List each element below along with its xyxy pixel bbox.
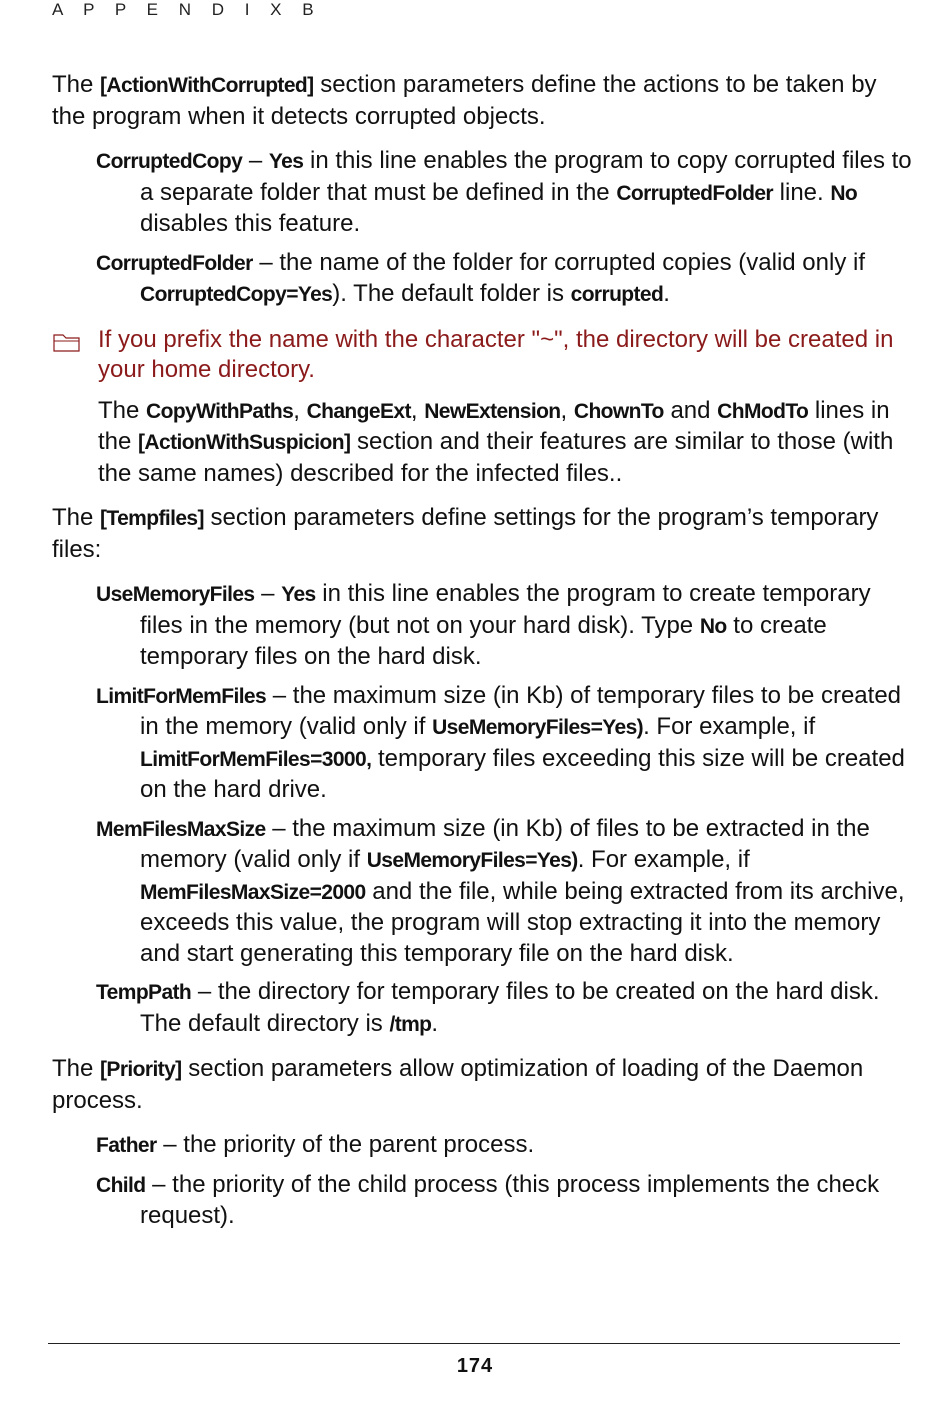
param-memfilesmaxsize — [96, 814, 912, 970]
keyword: CorruptedFolder — [96, 251, 253, 275]
note-text: If you prefix the name with the character "~", the directory will be created in your home directory. — [98, 325, 894, 383]
text: . — [431, 1009, 439, 1037]
keyword: [Tempfiles] — [100, 507, 204, 530]
keyword: UseMemoryFiles — [96, 583, 255, 606]
text: – — [242, 147, 269, 174]
text: – the name of the folder for corrupted copies (valid only if — [252, 248, 865, 276]
keyword: ChangeExt — [306, 399, 411, 423]
text: . For example, if — [577, 846, 750, 873]
text: and the file, while being extracted from its archive, exceeds this value, the program will stop extracting it into the memory and start generating this temporary file on the hard disk. — [140, 877, 905, 967]
text: The — [52, 71, 101, 98]
page-header: A P P E N D I X B — [52, 0, 322, 19]
text: section parameters define the actions to be taken by the program when it detects corrupted objects. — [52, 71, 877, 130]
keyword: No — [830, 181, 858, 205]
text: section and their features are similar to those (with the same names) described for the infected files.. — [98, 428, 894, 487]
keyword: Yes — [268, 150, 304, 173]
param-temppath — [96, 977, 912, 1040]
param-usememoryfiles — [96, 579, 912, 673]
intro-actionwithcorrupted — [52, 70, 912, 132]
keyword: [Priority] — [100, 1058, 182, 1081]
keyword: CorruptedCopy — [96, 150, 243, 173]
text: – the priority of the child process (this process implements the check request). — [140, 1170, 880, 1229]
text: – — [254, 580, 282, 607]
param-corruptedfolder — [96, 248, 912, 311]
keyword: CorruptedCopy=Yes — [140, 283, 333, 306]
text: and — [663, 396, 718, 424]
page-number: 174 — [456, 1355, 494, 1377]
keyword: UseMemoryFiles=Yes) — [366, 849, 578, 872]
keyword: TempPath — [96, 981, 192, 1004]
keyword: corrupted — [570, 283, 664, 306]
keyword: MemFilesMaxSize=2000 — [140, 880, 366, 904]
intro-priority — [52, 1054, 912, 1116]
text: lines in the — [98, 396, 890, 455]
text: – the maximum size (in Kb) of files to be extracted in the memory (valid only if — [140, 814, 870, 873]
keyword: [ActionWithSuspicion] — [138, 431, 351, 454]
keyword: CopyWithPaths — [146, 399, 294, 423]
keyword: No — [699, 614, 727, 638]
text: in this line enables the program to create temporary files in the memory (but not on your hard disk). Type — [140, 580, 871, 639]
text: temporary files exceeding this size will be created on the hard drive. — [140, 744, 905, 803]
intro-tempfiles — [52, 503, 912, 565]
keyword: LimitForMemFiles — [96, 684, 267, 708]
text: – the priority of the parent process. — [156, 1131, 535, 1158]
text: to create temporary files on the hard disk. — [140, 611, 827, 670]
keyword: ChModTo — [717, 399, 809, 423]
keyword: Yes — [281, 583, 316, 606]
text: The — [52, 1055, 101, 1082]
page-body — [52, 70, 912, 1240]
keyword: LimitForMemFiles=3000, — [140, 747, 372, 771]
note — [52, 325, 912, 386]
text: , — [560, 396, 574, 424]
keyword: MemFilesMaxSize — [96, 817, 266, 841]
keyword: UseMemoryFiles=Yes) — [432, 716, 644, 739]
text: , — [293, 396, 307, 424]
param-corruptedcopy — [96, 146, 912, 240]
text: – the maximum size (in Kb) of temporary files to be created in the memory (valid only if — [140, 681, 902, 740]
text: , — [410, 396, 425, 424]
param-father — [96, 1130, 912, 1162]
text: ). The default folder is — [332, 280, 571, 307]
similar-lines-paragraph — [98, 396, 912, 490]
text: section parameters define settings for the program’s temporary files: — [52, 504, 879, 563]
keyword: Father — [96, 1134, 157, 1157]
keyword: NewExtension — [424, 399, 561, 423]
text: disables this feature. — [140, 210, 361, 237]
param-child — [96, 1170, 912, 1232]
text: . — [663, 280, 670, 307]
keyword: [ActionWithCorrupted] — [100, 74, 314, 97]
footer-rule — [48, 1343, 900, 1344]
keyword: /tmp — [389, 1012, 432, 1036]
text: – the directory for temporary files to be created on the hard disk. The default directory is — [140, 978, 880, 1037]
text: line. — [772, 178, 831, 206]
param-limitformemfiles — [96, 681, 912, 806]
text: section parameters allow optimization of loading of the Daemon process. — [52, 1055, 864, 1114]
text: The — [98, 396, 147, 424]
keyword: Child — [96, 1173, 146, 1197]
text: in this line enables the program to copy corrupted files to a separate folder that must be defined in the — [140, 147, 912, 206]
note-icon — [52, 331, 82, 353]
keyword: CorruptedFolder — [616, 181, 773, 205]
text: The — [52, 504, 101, 531]
text: . For example, if — [643, 713, 816, 740]
keyword: ChownTo — [573, 399, 664, 423]
